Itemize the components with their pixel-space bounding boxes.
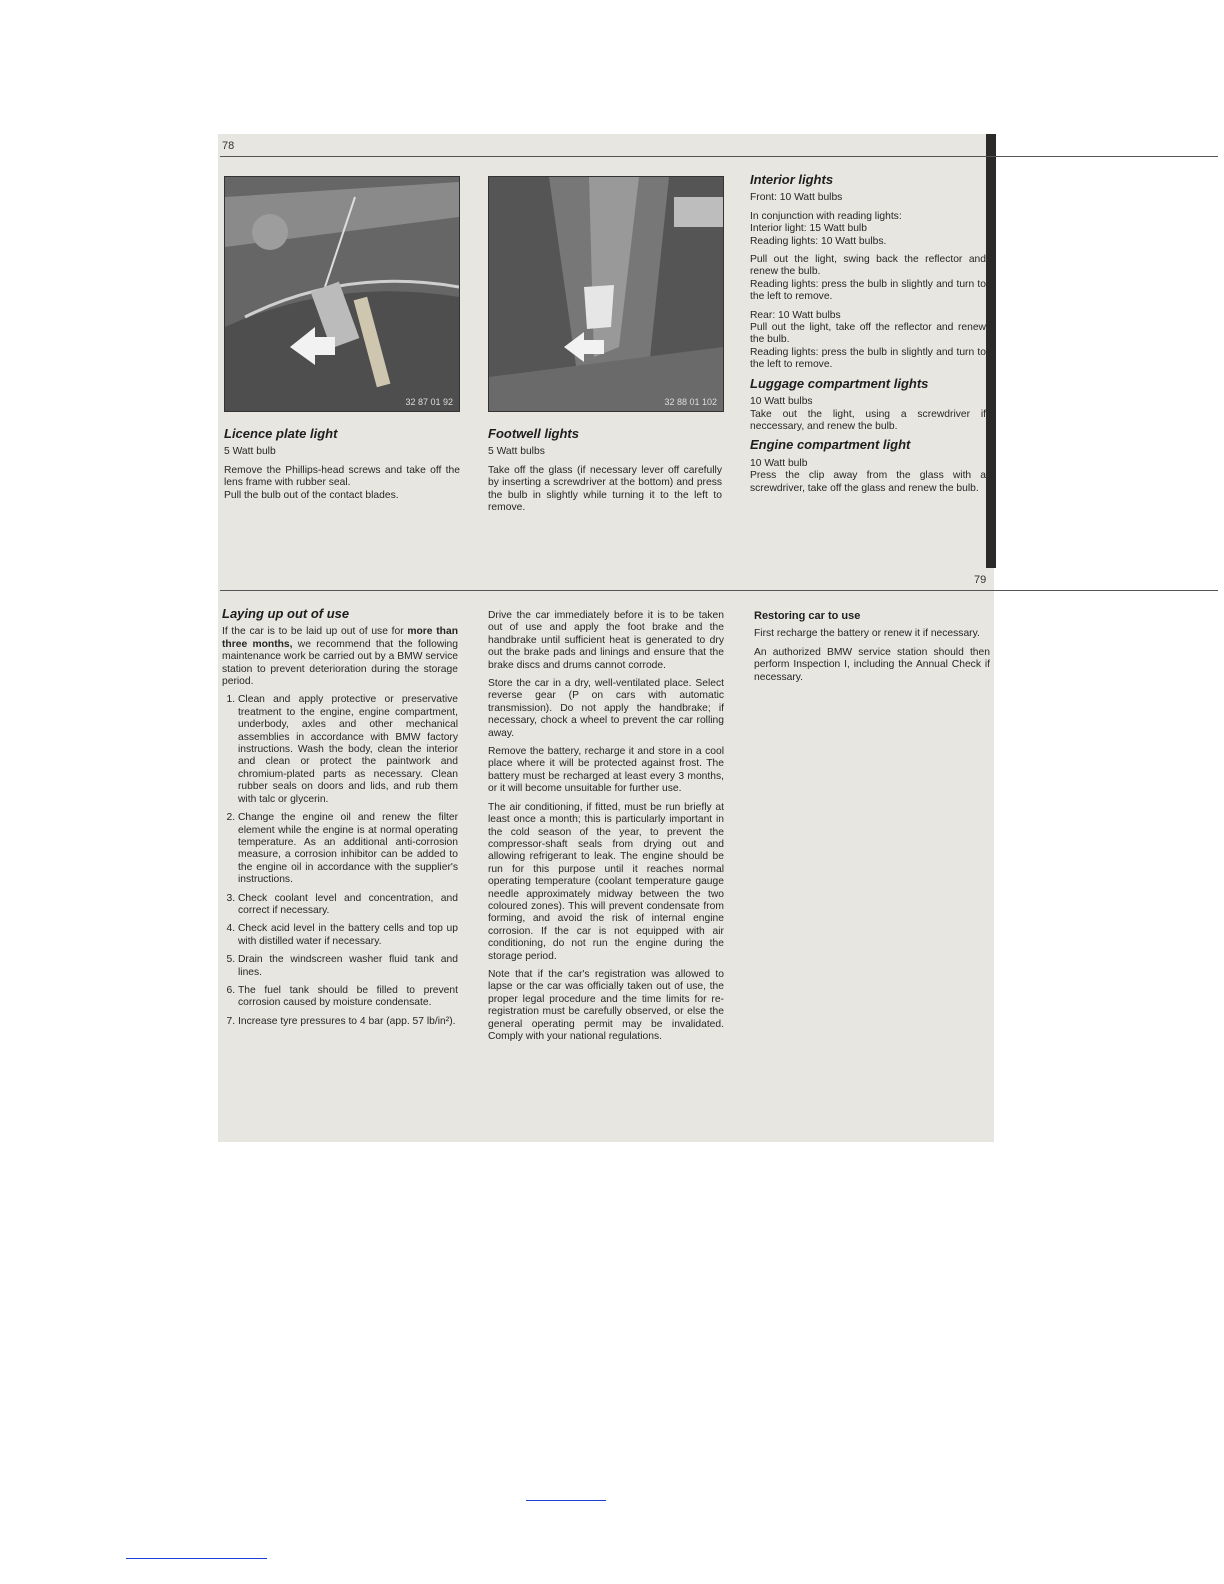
- licence-plate-light-figure: [224, 176, 460, 412]
- underline-mark: [526, 1500, 606, 1501]
- restoring-section: [754, 610, 990, 690]
- underline-mark: [126, 1558, 267, 1559]
- footwell-illustration: [489, 177, 723, 411]
- maintenance-steps: [222, 694, 458, 1028]
- interior-heading: Interior lights: [750, 172, 834, 187]
- laying-up-section: [222, 608, 458, 1034]
- binding-shadow: [986, 134, 996, 568]
- page-number-79: 79: [974, 574, 987, 586]
- list-item: 7. Increase tyre pressures to 4 bar (app. 57 lb/in²).: [238, 1016, 458, 1028]
- licence-plate-illustration: [225, 177, 459, 411]
- list-item: 2. Change the engine oil and renew the filter element while the engine is at normal operating temperature. As an additional anti-corrosion measure, a corrosion inhibitor can be added to the engine oil in accordance with the supplier's instructions.: [238, 812, 458, 886]
- instructions: Remove the Phillips-head screws and take off the lens frame with rubber seal. Pull the bulb out of the contact blades.: [224, 464, 460, 501]
- interior-pull: Pull out the light, swing back the reflector and renew the bulb. Reading lights: press the bulb in slightly and turn to the left to remove.: [750, 254, 986, 303]
- page-number-78: 78: [222, 140, 235, 152]
- interior-rear: Rear: 10 Watt bulbs Pull out the light, take off the reflector and renew the bulb. Reading lights: press the bulb in slightly and turn to the left to remove.: [750, 309, 986, 371]
- licence-plate-section: [224, 428, 460, 508]
- storage-column: [488, 610, 724, 1049]
- engine-text: 10 Watt bulb Press the clip away from the glass with a screwdriver, take off the glass and renew the bulb.: [750, 457, 986, 494]
- list-item: 6. The fuel tank should be filled to prevent corrosion caused by moisture condensate.: [238, 985, 458, 1010]
- list-item: 5. Drain the windscreen washer fluid tank and lines.: [238, 954, 458, 979]
- section-heading: Laying up out of use: [222, 606, 350, 621]
- paragraph: Note that if the car's registration was allowed to lapse or the car was officially taken out of use, the proper legal procedure and the time limits for re-registration must be carefully observed, or else the general operating permit may be invalidated. Comply with your national regulations.: [488, 968, 724, 1042]
- paragraph: Store the car in a dry, well-ventilated place. Select reverse gear (P on cars with automatic transmission). Do not apply the handbrake; if necessary, chock a wheel to prevent the car rolling away.: [488, 678, 724, 739]
- section-heading: Footwell lights: [488, 426, 579, 441]
- interior-reading: In conjunction with reading lights: Interior light: 15 Watt bulb Reading lights: 10 Watt bulbs.: [750, 210, 902, 247]
- luggage-text: 10 Watt bulbs Take out the light, using a screwdriver if neccessary, and renew the bulb.: [750, 396, 986, 432]
- right-column-top: [750, 174, 986, 501]
- section-heading: Licence plate light: [224, 426, 338, 441]
- interior-front: Front: 10 Watt bulbs: [750, 192, 843, 204]
- figure-code: 32 88 01 102: [664, 397, 717, 407]
- section-heading: Restoring car to use: [754, 610, 861, 622]
- luggage-heading: Luggage compartment lights: [750, 375, 929, 391]
- intro-paragraph: If the car is to be laid up out of use for more than three months, we recommend that the following maintenance work be carried out by a BMW service station to prevent deterioration during the storage period.: [222, 626, 458, 688]
- list-item: 4. Check acid level in the battery cells and top up with distilled water if necessary.: [238, 923, 458, 948]
- paragraph: First recharge the battery or renew it if necessary.: [754, 628, 980, 640]
- footwell-section: [488, 428, 722, 520]
- list-item: 1. Clean and apply protective or preservative treatment to the engine, engine compartment, underbody, axles and other mechanical assemblies in accordance with BMW factory instructions. Wash the body, clean the interior and clean or protect the paintwork and chromium-plated parts as necessary. Clean rubber seals on doors and lids, and rub them with talc or glycerin.: [238, 694, 458, 806]
- header-rule: [220, 156, 1218, 157]
- instructions: Take off the glass (if necessary lever off carefully by inserting a screwdriver at the bottom) and press the bulb in slightly while turning it to the left to remove.: [488, 464, 722, 514]
- bulb-spec: 5 Watt bulb: [224, 446, 276, 458]
- paragraph: The air conditioning, if fitted, must be run briefly at least once a month; this is particularly important in the cold season of the year, to prevent the compressor-shaft seals from drying out and allowing refrigerant to leak. The engine should be run for this purpose until it reaches normal operating temperature (coolant temperature gauge needle approximately midway between the two coloured zones). This will prevent condensate from forming, and avoid the risk of internal engine corrosion. If the car is not equipped with air conditioning, do not run the engine during the storage period.: [488, 801, 724, 962]
- paragraph: Remove the battery, recharge it and store in a cool place where it will be protected against frost. The battery must be recharged at least every 3 months, or it will become unsuitable for further use.: [488, 746, 724, 795]
- bulb-spec: 5 Watt bulbs: [488, 446, 545, 458]
- engine-heading: Engine compartment light: [750, 437, 911, 453]
- header-rule: [220, 590, 1218, 591]
- figure-code: 32 87 01 92: [405, 397, 453, 407]
- paragraph: An authorized BMW service station should then perform Inspection I, including the Annual Check if necessary.: [754, 646, 990, 683]
- paragraph: Drive the car immediately before it is to be taken out of use and apply the foot brake and the handbrake until sufficient heat is generated to dry out the brake pads and linings and ensure that the brake discs and drums cannot corrode.: [488, 610, 724, 671]
- list-item: 3. Check coolant level and concentration, and correct if necessary.: [238, 893, 458, 918]
- footwell-light-figure: [488, 176, 724, 412]
